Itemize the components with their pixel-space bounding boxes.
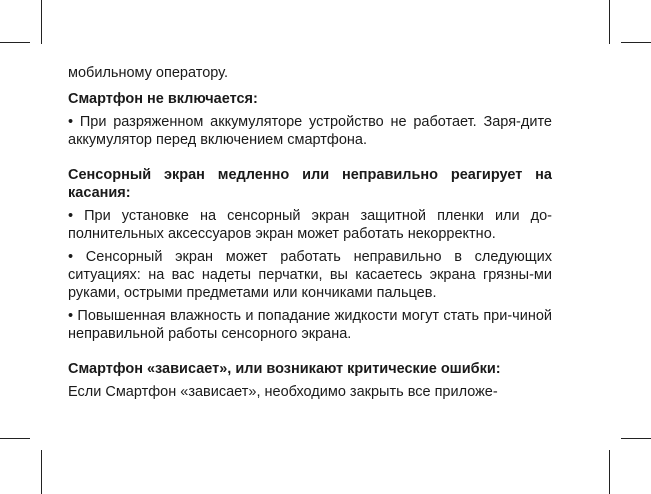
- section-heading-freeze: Смартфон «зависает», или возникают критические ошибки:: [68, 361, 501, 377]
- crop-mark: [41, 450, 42, 494]
- crop-mark: [0, 438, 30, 439]
- crop-mark: [621, 42, 651, 43]
- crop-mark: [609, 450, 610, 494]
- document-page: [68, 64, 552, 401]
- paragraph: • Сенсорный экран может работать неправильно в следующих ситуациях: на вас надеты перчатки, вы касаетесь экрана грязны-ми руками, острыми предметами или кончиками пальцев.: [68, 249, 552, 301]
- crop-mark: [0, 42, 30, 43]
- paragraph: • При установке на сенсорный экран защитной пленки или до-полнительных аксессуаров экран может работать некорректно.: [68, 208, 552, 242]
- paragraph: • При разряженном аккумуляторе устройство не работает. Заря-дите аккумулятор перед включением смартфона.: [68, 114, 552, 148]
- section-heading-no-power: Смартфон не включается:: [68, 91, 258, 107]
- paragraph: • Повышенная влажность и попадание жидкости могут стать при-чиной неправильной работы сенсорного экрана.: [68, 308, 552, 342]
- crop-mark: [621, 438, 651, 439]
- paragraph: Если Смартфон «зависает», необходимо закрыть все приложе-: [68, 384, 498, 400]
- intro-text: мобильному оператору.: [68, 65, 228, 81]
- crop-mark: [41, 0, 42, 44]
- crop-mark: [609, 0, 610, 44]
- section-heading-touchscreen: Сенсорный экран медленно или неправильно реагирует на касания:: [68, 167, 552, 201]
